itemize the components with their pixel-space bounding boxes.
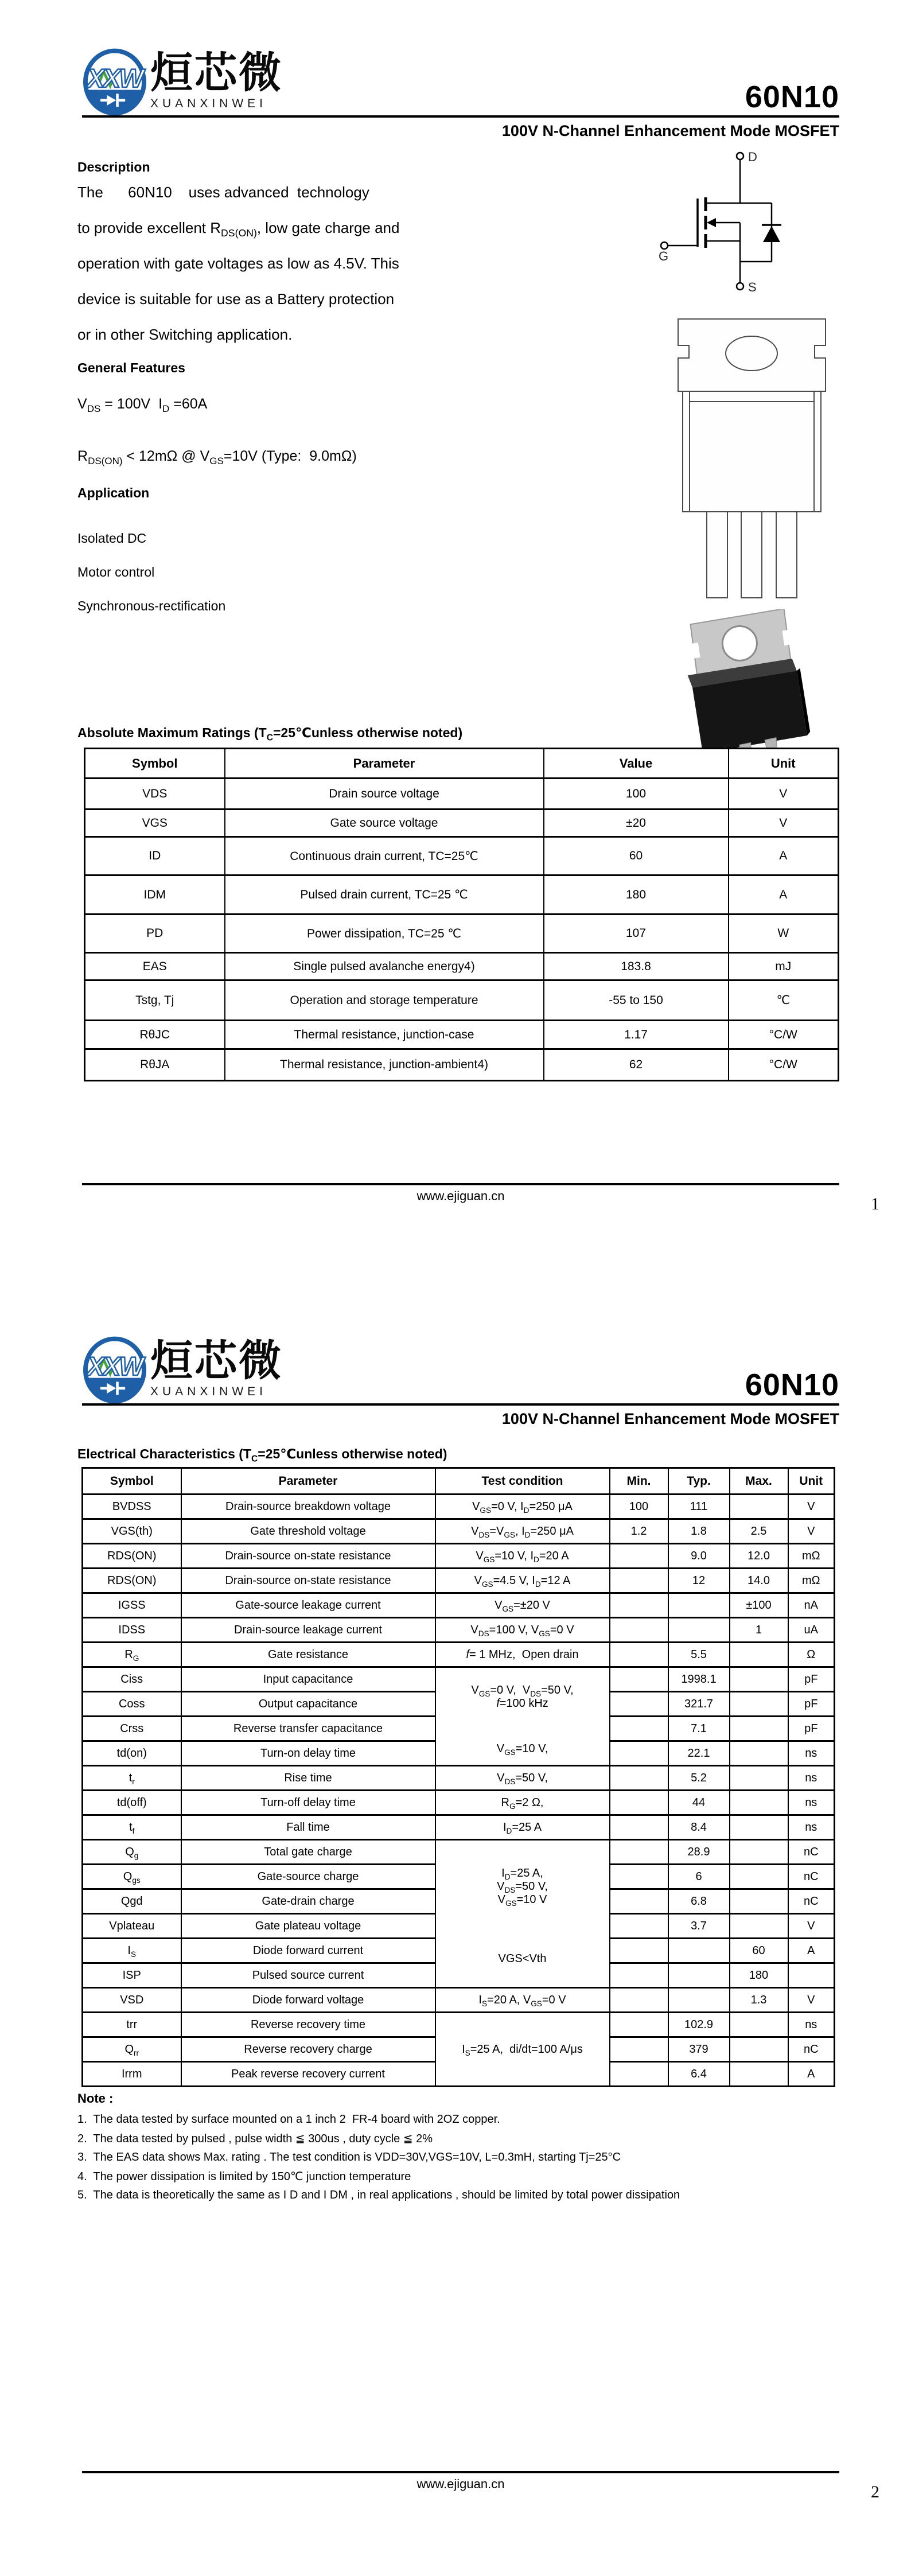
- page-title: 100V N-Channel Enhancement Mode MOSFET: [501, 1410, 839, 1427]
- svg-text:XXW: XXW: [87, 1352, 143, 1382]
- table-cell: [668, 1988, 730, 2013]
- table-row: [83, 2013, 835, 2037]
- description-line: or in other Switching application.: [77, 326, 293, 343]
- table-cell: 321.7: [668, 1692, 730, 1717]
- brand-name-en: XUANXINWEI: [150, 96, 267, 110]
- table-cell: nC: [788, 2037, 835, 2062]
- table-cell: $Q_g$: [83, 1840, 181, 1865]
- table-cell: PD: [85, 915, 225, 953]
- description-line: device is suitable for use as a Battery protection: [77, 290, 395, 308]
- table-cell: [730, 1865, 788, 1889]
- table-cell: Pulsed drain current, TC=25 ℃: [225, 875, 544, 915]
- table-cell: 183.8: [544, 953, 729, 980]
- table-cell: 1.3: [730, 1988, 788, 2013]
- table-cell: A: [729, 875, 839, 915]
- table-row: [83, 1519, 835, 1544]
- table-cell: nA: [788, 1593, 835, 1618]
- table-row: [83, 1569, 835, 1593]
- brand-wordmark: [150, 1338, 283, 1399]
- table-header-cell: Symbol: [83, 1468, 181, 1495]
- table-cell: 6: [668, 1865, 730, 1889]
- application-item: Isolated DC: [77, 531, 147, 546]
- table-cell: [668, 1939, 730, 1963]
- features-title: General Features: [77, 360, 185, 375]
- symbol-drain-label: D: [748, 150, 757, 164]
- table-header-cell: Test condition: [435, 1468, 610, 1495]
- table-cell: [610, 1963, 668, 1988]
- table-cell: 100: [544, 779, 729, 810]
- footer-rule: [82, 2471, 839, 2473]
- description-line: operation with gate voltages as low as 4.5V. This: [77, 255, 399, 272]
- table-cell: 6.8: [668, 1889, 730, 1914]
- table-cell: A: [788, 2062, 835, 2087]
- table-cell: VDS: [85, 779, 225, 810]
- table-cell: mΩ: [788, 1544, 835, 1569]
- table-row: [83, 1643, 835, 1667]
- table-cell: ℃: [729, 980, 839, 1021]
- table-cell: Ciss: [83, 1667, 181, 1692]
- table-row: [85, 953, 839, 980]
- brand-logo-icon: [82, 1336, 147, 1404]
- table-cell: 1.8: [668, 1519, 730, 1544]
- table-cell: 107: [544, 915, 729, 953]
- table-row: [85, 980, 839, 1021]
- table-cell: 12: [668, 1569, 730, 1593]
- note-list: [77, 2113, 680, 2207]
- table-cell: 1.2: [610, 1519, 668, 1544]
- table-cell: A: [729, 837, 839, 875]
- table-row: [83, 1593, 835, 1618]
- table-cell: [610, 1741, 668, 1766]
- footer-rule: [82, 1183, 839, 1185]
- table-cell: [610, 1717, 668, 1741]
- table-cell: Gate plateau voltage: [181, 1914, 435, 1939]
- note-item: 4. The power dissipation is limited by 150℃ junction temperature: [77, 2170, 411, 2183]
- table-cell: V: [729, 810, 839, 837]
- table-cell: V: [788, 1988, 835, 2013]
- page-number: 2: [871, 2482, 879, 2501]
- table-cell: 22.1: [668, 1741, 730, 1766]
- table-header-cell: Typ.: [668, 1468, 730, 1495]
- table-row: [83, 1667, 835, 1692]
- table-cell: 7.1: [668, 1717, 730, 1741]
- table-cell: td(on): [83, 1741, 181, 1766]
- table-cell: °C/W: [729, 1021, 839, 1049]
- table-cell: mJ: [729, 953, 839, 980]
- table-cell: RθJC: [85, 1021, 225, 1049]
- table-cell: mΩ: [788, 1569, 835, 1593]
- table-cell: VSD: [83, 1988, 181, 2013]
- table-cell: $t_f$: [83, 1815, 181, 1840]
- table-row: [83, 1988, 835, 2013]
- table-header-cell: Max.: [730, 1468, 788, 1495]
- table-cell: $I_S$: [83, 1939, 181, 1963]
- table-cell: [730, 1815, 788, 1840]
- table-cell: Gate resistance: [181, 1643, 435, 1667]
- table-cell: ns: [788, 1766, 835, 1791]
- table-cell: Output capacitance: [181, 1692, 435, 1717]
- table-cell: Drain-source on-state resistance: [181, 1544, 435, 1569]
- table-cell: V: [729, 779, 839, 810]
- table-cell: $V_{GS}=10$ V, $I_D=20$ A: [435, 1544, 610, 1569]
- table-cell: Power dissipation, TC=25 ℃: [225, 915, 544, 953]
- table-cell: $I_S=25$ A, di/dt=100 A/μs: [435, 2013, 610, 2087]
- abs-max-table: [84, 748, 839, 1081]
- table-cell: Peak reverse recovery current: [181, 2062, 435, 2087]
- table-cell: 180: [730, 1963, 788, 1988]
- table-cell: W: [729, 915, 839, 953]
- table-cell: trr: [83, 2013, 181, 2037]
- table-cell: Operation and storage temperature: [225, 980, 544, 1021]
- footer-url: www.ejiguan.cn: [416, 2477, 505, 2491]
- table-cell: [610, 1544, 668, 1569]
- table-row: [85, 837, 839, 875]
- table-cell: IDSS: [83, 1618, 181, 1643]
- table-cell: 6.4: [668, 2062, 730, 2087]
- table-header-cell: Unit: [788, 1468, 835, 1495]
- table-cell: [610, 1939, 668, 1963]
- table-cell: [730, 1840, 788, 1865]
- table-cell: 3.7: [668, 1914, 730, 1939]
- table-cell: f= 1 MHz, Open drain: [435, 1643, 610, 1667]
- table-row: [83, 1815, 835, 1840]
- table-cell: ±20: [544, 810, 729, 837]
- table-cell: Drain-source breakdown voltage: [181, 1495, 435, 1519]
- table-cell: RθJA: [85, 1049, 225, 1081]
- table-cell: VGS: [85, 810, 225, 837]
- table-cell: td(off): [83, 1791, 181, 1815]
- table-cell: $R_G$: [83, 1643, 181, 1667]
- table-cell: Continuous drain current, TC=25℃: [225, 837, 544, 875]
- table-cell: 60: [730, 1939, 788, 1963]
- table-cell: [610, 1914, 668, 1939]
- table-cell: [610, 1643, 668, 1667]
- table-cell: $R_G=2$ Ω,: [435, 1791, 610, 1815]
- table-cell: 1998.1: [668, 1667, 730, 1692]
- table-cell: Crss: [83, 1717, 181, 1741]
- description-line: to provide excellent $R_{DS(ON)}$, low gate charge and: [77, 219, 400, 239]
- table-cell: [610, 2013, 668, 2037]
- table-cell: IDM: [85, 875, 225, 915]
- table-cell: [610, 1815, 668, 1840]
- electrical-characteristics-table: [81, 1467, 835, 2087]
- table-cell: ID: [85, 837, 225, 875]
- table-cell: $I_S=20$ A, $V_{GS}=0$ V: [435, 1988, 610, 2013]
- mosfet-symbol-diagram: [654, 147, 803, 310]
- table-cell: uA: [788, 1618, 835, 1643]
- brand-logo-icon: [82, 48, 147, 116]
- table-cell: Fall time: [181, 1815, 435, 1840]
- features-list: [77, 396, 357, 500]
- table-cell: V: [788, 1519, 835, 1544]
- application-item: Motor control: [77, 565, 155, 579]
- table-cell: 379: [668, 2037, 730, 2062]
- table-cell: Gate threshold voltage: [181, 1519, 435, 1544]
- table-cell: -55 to 150: [544, 980, 729, 1021]
- table-cell: °C/W: [729, 1049, 839, 1081]
- part-number: 60N10: [745, 80, 839, 114]
- svg-text:XXW: XXW: [87, 64, 143, 94]
- table-row: [83, 1495, 835, 1519]
- note-item: 1. The data tested by surface mounted on a 1 inch 2 FR-4 board with 2OZ copper.: [77, 2113, 500, 2126]
- table-header-cell: Parameter: [225, 749, 544, 779]
- brand-wordmark: [150, 50, 283, 111]
- table-row: [85, 1049, 839, 1081]
- table-cell: [730, 2013, 788, 2037]
- description-line: The 60N10 uses advanced technology: [77, 184, 369, 201]
- table-cell: [730, 2037, 788, 2062]
- table-cell: 8.4: [668, 1815, 730, 1840]
- table-cell: [610, 2037, 668, 2062]
- table-cell: Diode forward voltage: [181, 1988, 435, 2013]
- table-cell: [610, 1667, 668, 1692]
- table-cell: 2.5: [730, 1519, 788, 1544]
- table-header-cell: Min.: [610, 1468, 668, 1495]
- table-cell: EAS: [85, 953, 225, 980]
- table-cell: Reverse recovery time: [181, 2013, 435, 2037]
- table-cell: pF: [788, 1667, 835, 1692]
- table-cell: [730, 1914, 788, 1939]
- table-row: [83, 1840, 835, 1865]
- table-cell: RDS(ON): [83, 1544, 181, 1569]
- table-cell: Rise time: [181, 1766, 435, 1791]
- table-cell: Tstg, Tj: [85, 980, 225, 1021]
- table-cell: Drain-source leakage current: [181, 1618, 435, 1643]
- symbol-gate-label: G: [659, 249, 669, 263]
- table-cell: [730, 2062, 788, 2087]
- table-cell: nC: [788, 1840, 835, 1865]
- table-cell: [610, 1569, 668, 1593]
- table-cell: $t_r$: [83, 1766, 181, 1791]
- table-cell: Gate-source leakage current: [181, 1593, 435, 1618]
- table-cell: $V_{GS}=4.5$ V, $I_D=12$ A: [435, 1569, 610, 1593]
- table-cell: Turn-off delay time: [181, 1791, 435, 1815]
- table-cell: [730, 1889, 788, 1914]
- table-cell: pF: [788, 1692, 835, 1717]
- table-cell: Drain-source on-state resistance: [181, 1569, 435, 1593]
- table-cell: 60: [544, 837, 729, 875]
- table-cell: [610, 1988, 668, 2013]
- table-cell: $V_{DS}=50$ V,: [435, 1766, 610, 1791]
- description-title: Description: [77, 159, 150, 174]
- table-cell: Diode forward current: [181, 1939, 435, 1963]
- table-cell: VGS(th): [83, 1519, 181, 1544]
- note-title: Note :: [77, 2091, 114, 2106]
- table-cell: ns: [788, 1815, 835, 1840]
- table-cell: nC: [788, 1889, 835, 1914]
- table-cell: Gate source voltage: [225, 810, 544, 837]
- table-cell: [610, 1766, 668, 1791]
- part-number: 60N10: [745, 1368, 839, 1402]
- package-outline-drawing: [670, 316, 834, 605]
- table-cell: 28.9: [668, 1840, 730, 1865]
- table-header-cell: Symbol: [85, 749, 225, 779]
- abs-max-title: Absolute Maximum Ratings ($T_C=25℃unless$ otherwise noted): [77, 725, 463, 743]
- page-number: 1: [871, 1194, 879, 1213]
- table-cell: 102.9: [668, 2013, 730, 2037]
- application-item: Synchronous-rectification: [77, 598, 226, 613]
- table-header-cell: Value: [544, 749, 729, 779]
- table-cell: [668, 1618, 730, 1643]
- table-cell: [610, 1692, 668, 1717]
- table-row: [83, 1766, 835, 1791]
- table-cell: ±100: [730, 1593, 788, 1618]
- brand-name-cn: 烜芯微: [150, 1337, 283, 1384]
- table-cell: $V_{GS}=0$ V, $I_D=250$ μA: [435, 1495, 610, 1519]
- table-cell: 62: [544, 1049, 729, 1081]
- table-cell: 44: [668, 1791, 730, 1815]
- table-cell: [788, 1963, 835, 1988]
- table-cell: 14.0: [730, 1569, 788, 1593]
- table-cell: V: [788, 1495, 835, 1519]
- table-header-cell: Parameter: [181, 1468, 435, 1495]
- table-cell: [610, 1618, 668, 1643]
- feature-item: $V_{DS} = 100V$ $I_D =60A$: [77, 396, 208, 414]
- table-cell: Turn-on delay time: [181, 1741, 435, 1766]
- table-cell: [730, 1692, 788, 1717]
- table-cell: [730, 1741, 788, 1766]
- table-row: [85, 915, 839, 953]
- table-cell: [730, 1643, 788, 1667]
- application-list: [77, 531, 225, 632]
- table-cell: 100: [610, 1495, 668, 1519]
- table-cell: Drain source voltage: [225, 779, 544, 810]
- table-cell: $V_{GS}=\pm 20$ V: [435, 1593, 610, 1618]
- table-cell: $I_D=25$ A: [435, 1815, 610, 1840]
- table-cell: $V_{DS}=V_{GS}$, $I_D=250$ μA: [435, 1519, 610, 1544]
- table-cell: ns: [788, 1791, 835, 1815]
- page-title: 100V N-Channel Enhancement Mode MOSFET: [501, 122, 839, 139]
- table-row: [85, 1021, 839, 1049]
- table-cell: V: [788, 1914, 835, 1939]
- electrical-title: Electrical Characteristics ($T_C=25℃unless$ otherwise noted): [77, 1446, 447, 1464]
- table-row: [83, 1618, 835, 1643]
- table-cell: Qgd: [83, 1889, 181, 1914]
- table-cell: [610, 1840, 668, 1865]
- table-cell: [610, 1889, 668, 1914]
- table-cell: Thermal resistance, junction-case: [225, 1021, 544, 1049]
- table-cell: Vplateau: [83, 1914, 181, 1939]
- table-cell: Gate-source charge: [181, 1865, 435, 1889]
- table-cell: $I_D=25$ A, $V_{DS}=50$ V, $V_{GS}=10$ V VGS<Vth: [435, 1840, 610, 1988]
- page-2: [0, 1288, 911, 2576]
- table-row: [83, 1544, 835, 1569]
- table-cell: Pulsed source current: [181, 1963, 435, 1988]
- header-rule: [82, 1403, 839, 1406]
- table-cell: nC: [788, 1865, 835, 1889]
- table-cell: 9.0: [668, 1544, 730, 1569]
- table-cell: [668, 1593, 730, 1618]
- footer-url: www.ejiguan.cn: [416, 1189, 505, 1203]
- description-paragraph: [77, 184, 399, 361]
- table-cell: 1: [730, 1618, 788, 1643]
- feature-item: $R_{DS(ON)} < 12m\Omega$ @ $V_{GS}=10V$ (Type: 9.0mΩ): [77, 448, 357, 466]
- table-cell: Total gate charge: [181, 1840, 435, 1865]
- table-cell: 1.17: [544, 1021, 729, 1049]
- table-cell: Input capacitance: [181, 1667, 435, 1692]
- symbol-source-label: S: [748, 280, 757, 294]
- table-cell: [730, 1667, 788, 1692]
- table-cell: pF: [788, 1717, 835, 1741]
- application-title: Application: [77, 485, 150, 500]
- header-rule: [82, 115, 839, 118]
- table-cell: $V_{GS}=0$ V, $V_{DS}=50$ V, f=100 kHz $V_{GS}=10$ V,: [435, 1667, 610, 1766]
- table-row: [83, 1791, 835, 1815]
- table-cell: [610, 1593, 668, 1618]
- table-row: [85, 779, 839, 810]
- table-cell: [668, 1963, 730, 1988]
- note-item: 3. The EAS data shows Max. rating . The test condition is VDD=30V,VGS=10V, L=0.3mH, starting Tj=25°C: [77, 2151, 621, 2163]
- table-cell: IGSS: [83, 1593, 181, 1618]
- table-cell: Reverse recovery charge: [181, 2037, 435, 2062]
- table-cell: 111: [668, 1495, 730, 1519]
- brand-name-cn: 烜芯微: [150, 49, 283, 96]
- brand-name-en: XUANXINWEI: [150, 1384, 267, 1398]
- table-cell: A: [788, 1939, 835, 1963]
- table-cell: Reverse transfer capacitance: [181, 1717, 435, 1741]
- table-cell: 5.5: [668, 1643, 730, 1667]
- table-cell: [610, 1865, 668, 1889]
- table-cell: Irrm: [83, 2062, 181, 2087]
- table-cell: Coss: [83, 1692, 181, 1717]
- table-cell: 5.2: [668, 1766, 730, 1791]
- table-cell: [730, 1495, 788, 1519]
- table-cell: $V_{DS}=100$ V, $V_{GS}=0$ V: [435, 1618, 610, 1643]
- note-item: 2. The data tested by pulsed , pulse width ≦ 300us , duty cycle ≦ 2%: [77, 2133, 433, 2145]
- table-cell: ISP: [83, 1963, 181, 1988]
- table-cell: [730, 1791, 788, 1815]
- table-cell: RDS(ON): [83, 1569, 181, 1593]
- table-cell: Single pulsed avalanche energy4): [225, 953, 544, 980]
- table-cell: $Q_{gs}$: [83, 1865, 181, 1889]
- table-row: [85, 810, 839, 837]
- table-cell: Gate-drain charge: [181, 1889, 435, 1914]
- table-cell: BVDSS: [83, 1495, 181, 1519]
- note-item: 5. The data is theoretically the same as I D and I DM , in real applications , should be limited by total power dissipation: [77, 2189, 680, 2201]
- table-cell: ns: [788, 1741, 835, 1766]
- table-row: [85, 875, 839, 915]
- table-cell: [730, 1717, 788, 1741]
- table-cell: [730, 1766, 788, 1791]
- table-cell: $Q_{rr}$: [83, 2037, 181, 2062]
- table-cell: 180: [544, 875, 729, 915]
- table-cell: 12.0: [730, 1544, 788, 1569]
- table-cell: [610, 1791, 668, 1815]
- table-cell: Ω: [788, 1643, 835, 1667]
- table-cell: [610, 2062, 668, 2087]
- table-header-cell: Unit: [729, 749, 839, 779]
- table-cell: Thermal resistance, junction-ambient4): [225, 1049, 544, 1081]
- table-cell: ns: [788, 2013, 835, 2037]
